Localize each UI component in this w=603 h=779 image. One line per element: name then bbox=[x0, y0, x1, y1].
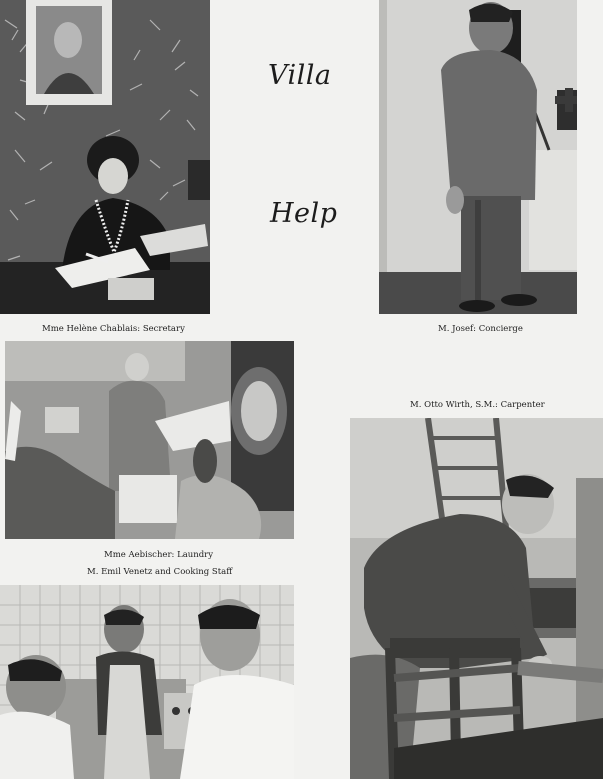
laundry-photo bbox=[5, 341, 294, 539]
title-villa: Villa bbox=[268, 60, 332, 91]
secretary-photo bbox=[0, 0, 210, 314]
carpenter-caption: M. Otto Wirth, S.M.: Carpenter bbox=[410, 400, 545, 410]
secretary-caption: Mme Helène Chablais: Secretary bbox=[42, 324, 185, 334]
cooking-photo bbox=[0, 585, 294, 779]
cooking-caption: M. Emil Venetz and Cooking Staff bbox=[87, 567, 233, 577]
laundry-caption: Mme Aebischer: Laundry bbox=[104, 550, 214, 560]
carpenter-photo bbox=[350, 418, 603, 779]
title-help: Help bbox=[270, 198, 338, 229]
concierge-photo bbox=[379, 0, 577, 314]
concierge-caption: M. Josef: Concierge bbox=[438, 324, 523, 334]
